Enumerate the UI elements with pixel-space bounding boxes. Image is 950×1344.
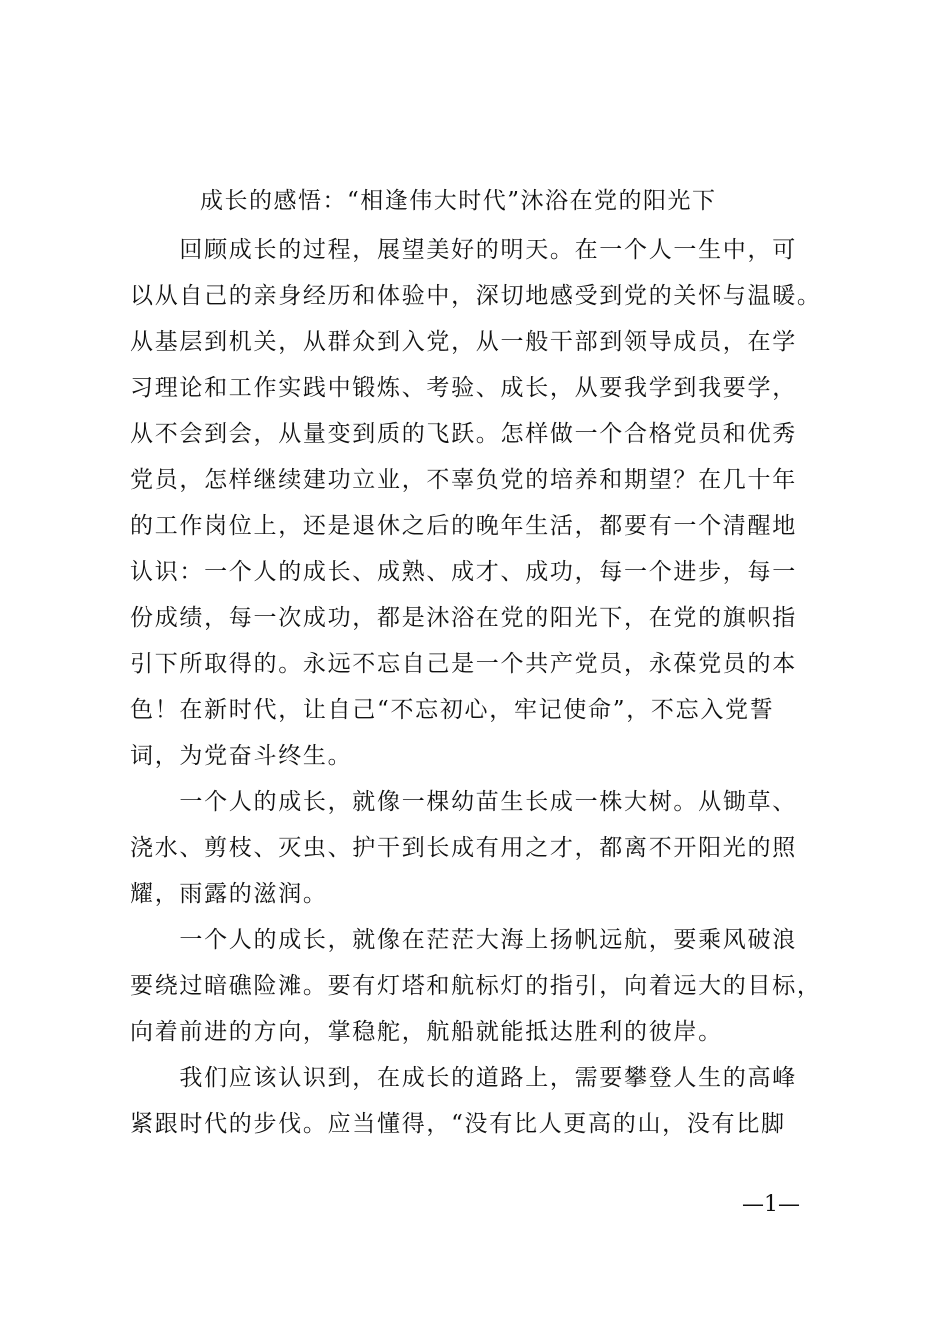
body-line: 回顾成长的过程，展望美好的明天。在一个人一生中，可: [130, 237, 797, 263]
body-line: 认识：一个人的成长、成熟、成才、成功，每一个进步，每一: [130, 559, 797, 585]
body-line: 一个人的成长，就像一棵幼苗生长成一株大树。从锄草、: [130, 789, 797, 815]
body-line: 从不会到会，从量变到质的飞跃。怎样做一个合格党员和优秀: [130, 421, 797, 447]
body-line: 耀，雨露的滋润。: [130, 881, 328, 907]
body-line: 的工作岗位上，还是退休之后的晚年生活，都要有一个清醒地: [130, 513, 797, 539]
body-line: 要绕过暗礁险滩。要有灯塔和航标灯的指引，向着远大的目标，: [130, 973, 822, 999]
document-title: 成长的感悟：“相逢伟大时代”沐浴在党的阳光下: [200, 188, 717, 214]
body-line: 从基层到机关，从群众到入党，从一般干部到领导成员，在学: [130, 329, 797, 355]
body-line: 引下所取得的。永远不忘自己是一个共产党员，永葆党员的本: [130, 651, 797, 677]
page-number: —1—: [742, 1192, 800, 1217]
body-line: 我们应该认识到，在成长的道路上，需要攀登人生的高峰: [130, 1065, 797, 1091]
body-line: 党员，怎样继续建功立业，不辜负党的培养和期望？在几十年: [130, 467, 797, 493]
body-line: 词，为党奋斗终生。: [130, 743, 353, 769]
body-line: 色！在新时代，让自己“不忘初心，牢记使命”，不忘入党誓: [130, 697, 775, 723]
body-line: 以从自己的亲身经历和体验中，深切地感受到党的关怀与温暖。: [130, 283, 822, 309]
body-line: 一个人的成长，就像在茫茫大海上扬帆远航，要乘风破浪: [130, 927, 797, 953]
body-line: 浇水、剪枝、灭虫、护干到长成有用之才，都离不开阳光的照: [130, 835, 797, 861]
body-line: 习理论和工作实践中锻炼、考验、成长，从要我学到我要学，: [130, 375, 797, 401]
body-line: 向着前进的方向，掌稳舵，航船就能抵达胜利的彼岸。: [130, 1019, 723, 1045]
body-line: 份成绩，每一次成功，都是沐浴在党的阳光下，在党的旗帜指: [130, 605, 797, 631]
body-line: 紧跟时代的步伐。应当懂得，“没有比人更高的山，没有比脚: [130, 1111, 786, 1137]
